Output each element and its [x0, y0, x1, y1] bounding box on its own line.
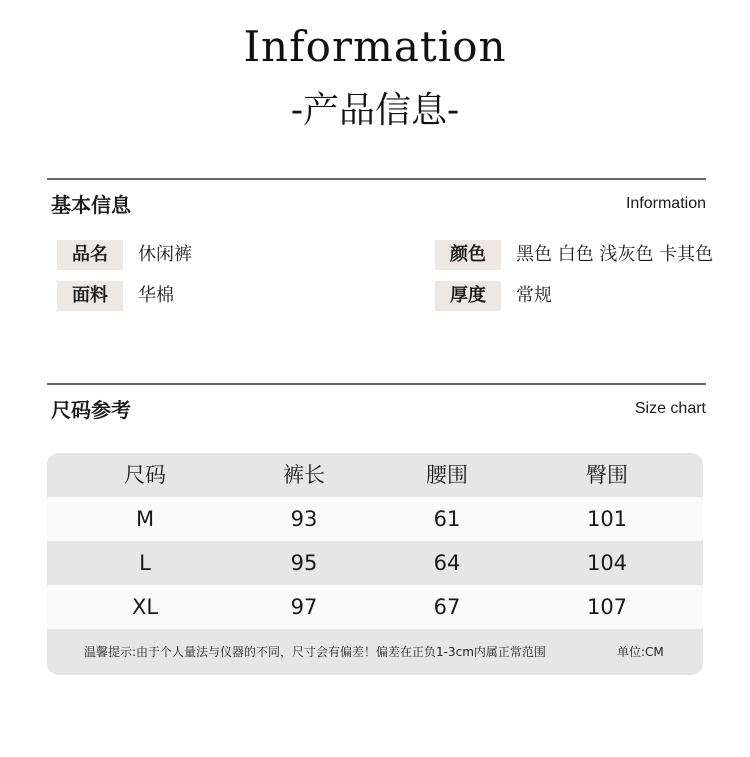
unit-label: 单位:CM: [617, 645, 664, 659]
page-title-cn: -产品信息-: [290, 90, 460, 131]
table-cell: 107: [586, 595, 628, 619]
header-cell-waist: 腰围: [426, 463, 468, 487]
header-cell-size: 尺码: [124, 463, 166, 487]
thickness-label: 厚度: [435, 281, 501, 311]
table-cell: 61: [433, 507, 461, 531]
table-cell: 101: [586, 507, 628, 531]
header-cell-length: 裤长: [283, 463, 325, 487]
table-cell: 93: [290, 507, 318, 531]
header-cell-hip: 臀围: [586, 463, 628, 487]
table-cell: L: [139, 551, 151, 575]
table-cell: M: [135, 507, 155, 531]
table-cell: 97: [290, 595, 318, 619]
size-note: 温馨提示:由于个人量法与仪器的不同，尺寸会有偏差！偏差在正负1-3cm内属正常范围: [84, 645, 546, 659]
name-value: 休闲裤: [138, 244, 192, 265]
color-value: 黑色 白色 浅灰色 卡其色: [516, 244, 714, 265]
material-value: 华棉: [138, 285, 174, 306]
section-divider: [47, 178, 706, 180]
size-chart-title: 尺码参考: [51, 398, 131, 422]
table-row: [47, 585, 703, 629]
table-row: [47, 541, 703, 585]
page-title-en: Information: [243, 22, 507, 71]
table-row: [47, 497, 703, 541]
table-cell: 67: [433, 595, 461, 619]
basic-info-title: 基本信息: [51, 193, 131, 217]
table-cell: XL: [131, 595, 159, 619]
size-chart-title-en: Size chart: [634, 400, 706, 417]
color-label: 颜色: [435, 240, 501, 270]
thickness-value: 常规: [516, 285, 552, 306]
size-table: [47, 453, 703, 675]
material-label: 面料: [57, 281, 123, 311]
name-label: 品名: [57, 240, 123, 270]
table-cell: 104: [586, 551, 628, 575]
basic-info-title-en: Information: [625, 195, 706, 212]
section-divider: [47, 383, 706, 385]
table-header-row: [47, 453, 703, 497]
table-cell: 95: [290, 551, 318, 575]
table-cell: 64: [433, 551, 461, 575]
